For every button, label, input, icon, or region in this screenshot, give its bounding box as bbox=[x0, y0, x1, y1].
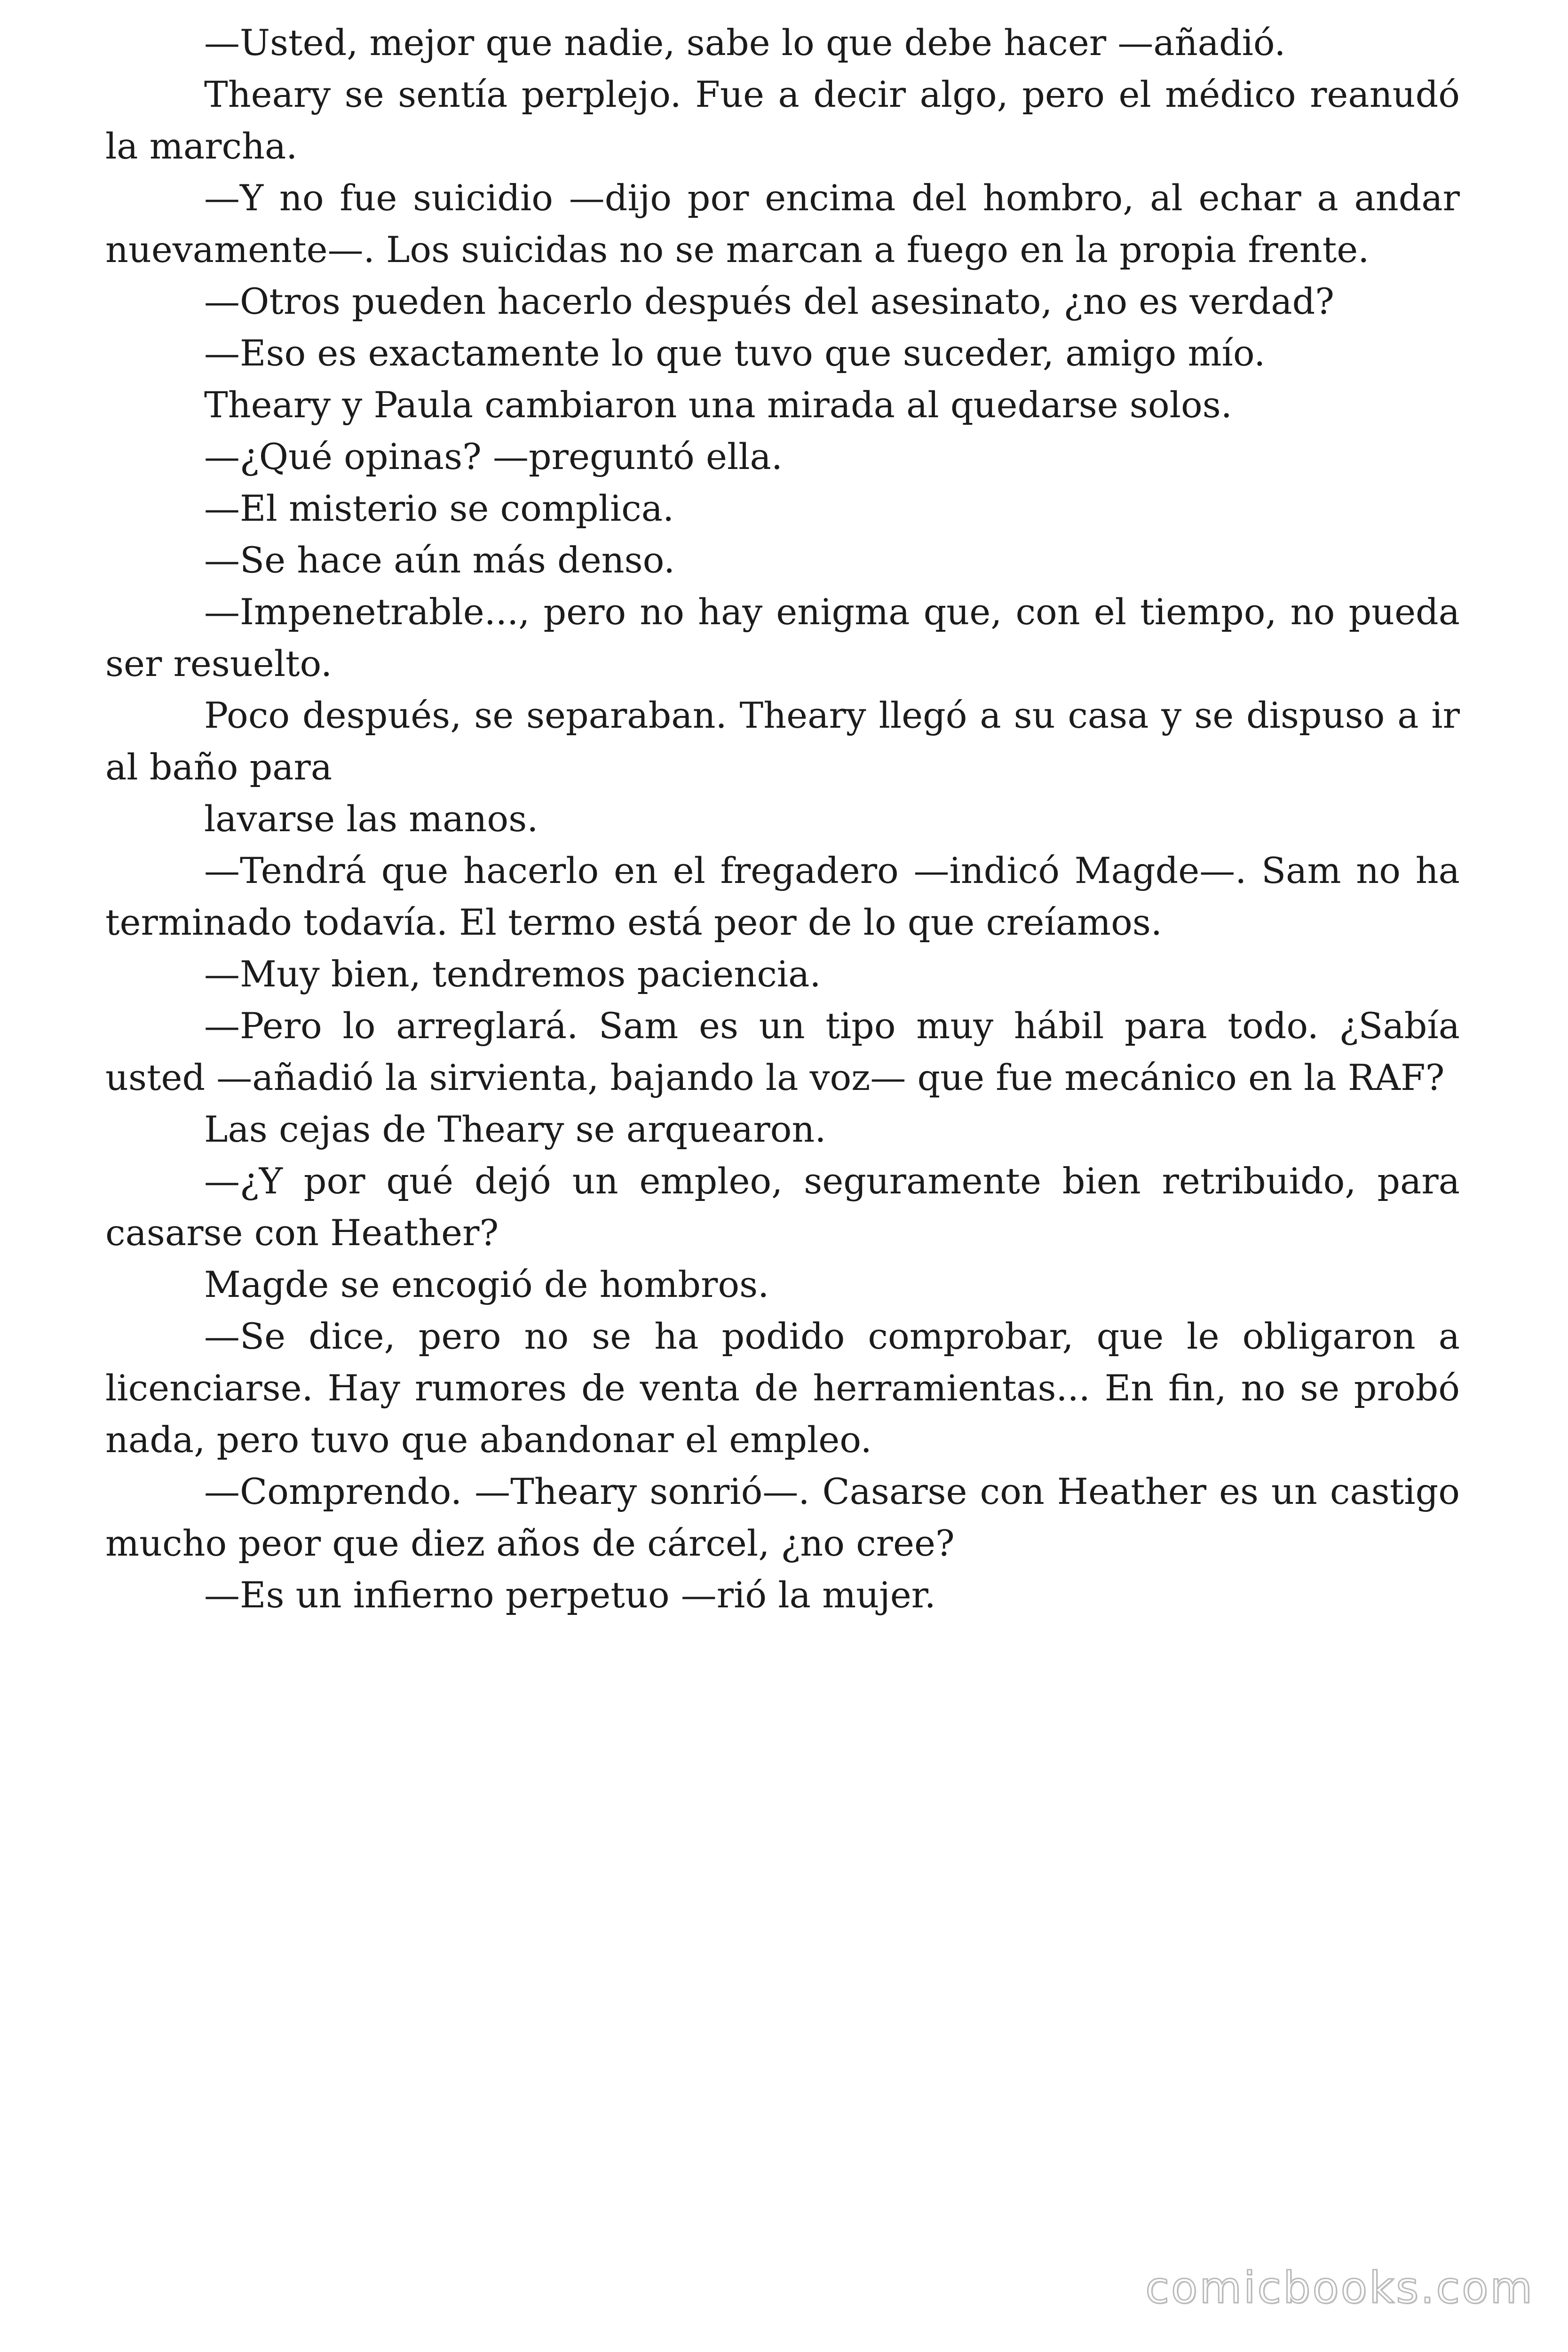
paragraph: —Impenetrable..., pero no hay enigma que, con el tiempo, no pueda ser resuelto. bbox=[105, 591, 1460, 684]
body-text bbox=[105, 17, 1460, 1621]
paragraph: Theary y Paula cambiaron una mirada al quedarse solos. bbox=[204, 384, 1232, 426]
paragraph: —Muy bien, tendremos paciencia. bbox=[204, 953, 821, 995]
paragraph: —Y no fue suicidio —dijo por encima del hombro, al echar a andar nuevamente—. Los suicidas no se marcan a fuego en la propia frente. bbox=[105, 177, 1460, 270]
paragraph: —Pero lo arreglará. Sam es un tipo muy hábil para todo. ¿Sabía usted —añadió la sirvienta, bajando la voz— que fue mecánico en la RAF? bbox=[105, 1005, 1460, 1098]
paragraph: —Usted, mejor que nadie, sabe lo que debe hacer —añadió. bbox=[204, 22, 1286, 64]
paragraph: —Tendrá que hacerlo en el fregadero —indicó Magde—. Sam no ha terminado todavía. El termo está peor de lo que creíamos. bbox=[105, 850, 1460, 943]
paragraph: lavarse las manos. bbox=[204, 798, 539, 840]
paragraph: —Es un infierno perpetuo —rió la mujer. bbox=[204, 1574, 936, 1616]
watermark: comicbooks.com bbox=[1145, 2263, 1534, 2313]
paragraph: —Se dice, pero no se ha podido comprobar, que le obligaron a licenciarse. Hay rumores de venta de herramientas... En fin, no se probó nada, pero tuvo que abandonar el empleo. bbox=[105, 1315, 1460, 1461]
paragraph: —El misterio se complica. bbox=[204, 487, 674, 529]
paragraph: Las cejas de Theary se arquearon. bbox=[204, 1108, 826, 1150]
paragraph: —Otros pueden hacerlo después del asesinato, ¿no es verdad? bbox=[204, 280, 1335, 322]
paragraph: —Eso es exactamente lo que tuvo que suceder, amigo mío. bbox=[204, 332, 1266, 374]
paragraph: Theary se sentía perplejo. Fue a decir algo, pero el médico reanudó la marcha. bbox=[105, 73, 1460, 167]
paragraph: —Se hace aún más denso. bbox=[204, 539, 675, 581]
paragraph: —Comprendo. —Theary sonrió—. Casarse con Heather es un castigo mucho peor que diez años de cárcel, ¿no cree? bbox=[105, 1470, 1460, 1564]
paragraph: Magde se encogió de hombros. bbox=[204, 1263, 769, 1305]
paragraph: —¿Y por qué dejó un empleo, seguramente bien retribuido, para casarse con Heather? bbox=[105, 1160, 1460, 1254]
paragraph: —¿Qué opinas? —preguntó ella. bbox=[204, 436, 783, 477]
paragraph: Poco después, se separaban. Theary llegó a su casa y se dispuso a ir al baño para bbox=[105, 694, 1460, 788]
